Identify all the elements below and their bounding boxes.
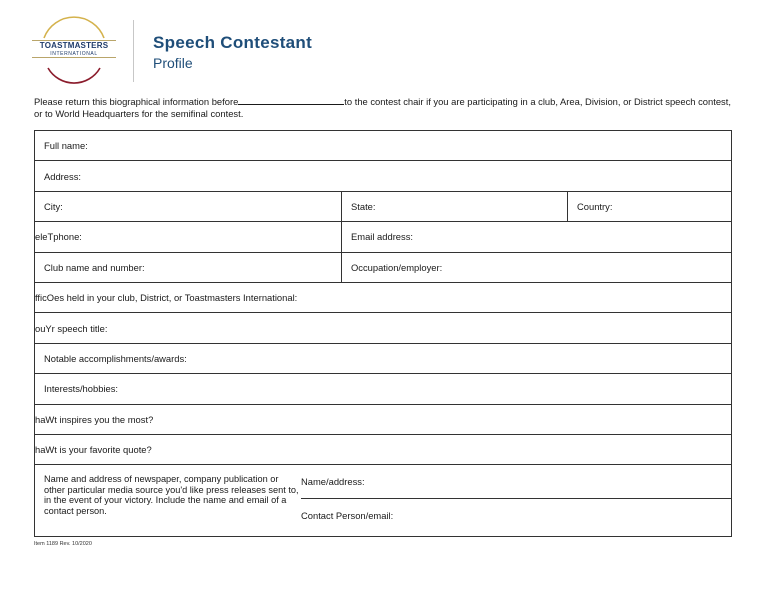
address-field[interactable]: Address: <box>44 170 81 182</box>
logo-main-text: TOASTMASTERS <box>39 41 109 50</box>
toastmasters-logo <box>30 16 118 86</box>
media-fields <box>301 465 731 536</box>
logo-sub-text: INTERNATIONAL <box>50 51 98 57</box>
form-row <box>35 435 731 465</box>
form-row <box>35 161 731 191</box>
state-field[interactable]: State: <box>341 192 567 221</box>
page-subtitle: Profile <box>153 55 193 71</box>
inspires-field[interactable]: haWt inspires you the most? <box>35 413 154 425</box>
header-divider <box>133 20 134 82</box>
media-row <box>35 465 731 536</box>
deadline-blank[interactable] <box>238 95 344 105</box>
form-row <box>35 253 731 283</box>
logo-wordmark <box>32 40 116 58</box>
contestant-form <box>34 130 732 537</box>
interests-field[interactable]: Interests/hobbies: <box>44 383 119 395</box>
full-name-field[interactable]: Full name: <box>44 140 88 152</box>
form-row <box>35 374 731 404</box>
city-field[interactable]: City: <box>44 200 63 212</box>
accomplishments-field[interactable]: Notable accomplishments/awards: <box>44 352 187 364</box>
offices-field[interactable]: fficOes held in your club, District, or Toastmasters International: <box>35 292 298 304</box>
club-field[interactable]: Club name and number: <box>44 261 145 273</box>
telephone-field[interactable]: eleTphone: <box>35 231 82 243</box>
form-row <box>35 344 731 374</box>
speech-title-field[interactable]: ouYr speech title: <box>35 322 108 334</box>
occupation-field[interactable]: Occupation/employer: <box>341 253 731 282</box>
quote-field[interactable]: haWt is your favorite quote? <box>35 444 152 456</box>
media-description: Name and address of newspaper, company publication or other particular media source you'd like press releases sent to, in the event of your victory. Include the name and email of a contact person. <box>44 474 299 517</box>
item-number: Item 1189 Rev. 10/2020 <box>34 541 92 547</box>
form-row <box>35 283 731 313</box>
form-row <box>35 313 731 343</box>
intro-text-after: to the contest chair if you are participating in a club, Area, Division, or District speech contest, or to World Headquarters for the semifinal contest. <box>34 96 731 119</box>
intro-paragraph <box>34 95 734 120</box>
email-field[interactable]: Email address: <box>341 222 731 251</box>
form-row <box>35 405 731 435</box>
country-field[interactable]: Country: <box>567 192 731 221</box>
name-address-field[interactable]: Name/address: <box>301 465 731 499</box>
form-row <box>35 192 731 222</box>
contact-person-field[interactable]: Contact Person/email: <box>301 510 394 522</box>
intro-text-before: Please return this biographical information before <box>34 96 239 107</box>
form-row <box>35 131 731 161</box>
page-title: Speech Contestant <box>153 33 313 52</box>
form-row <box>35 222 731 252</box>
